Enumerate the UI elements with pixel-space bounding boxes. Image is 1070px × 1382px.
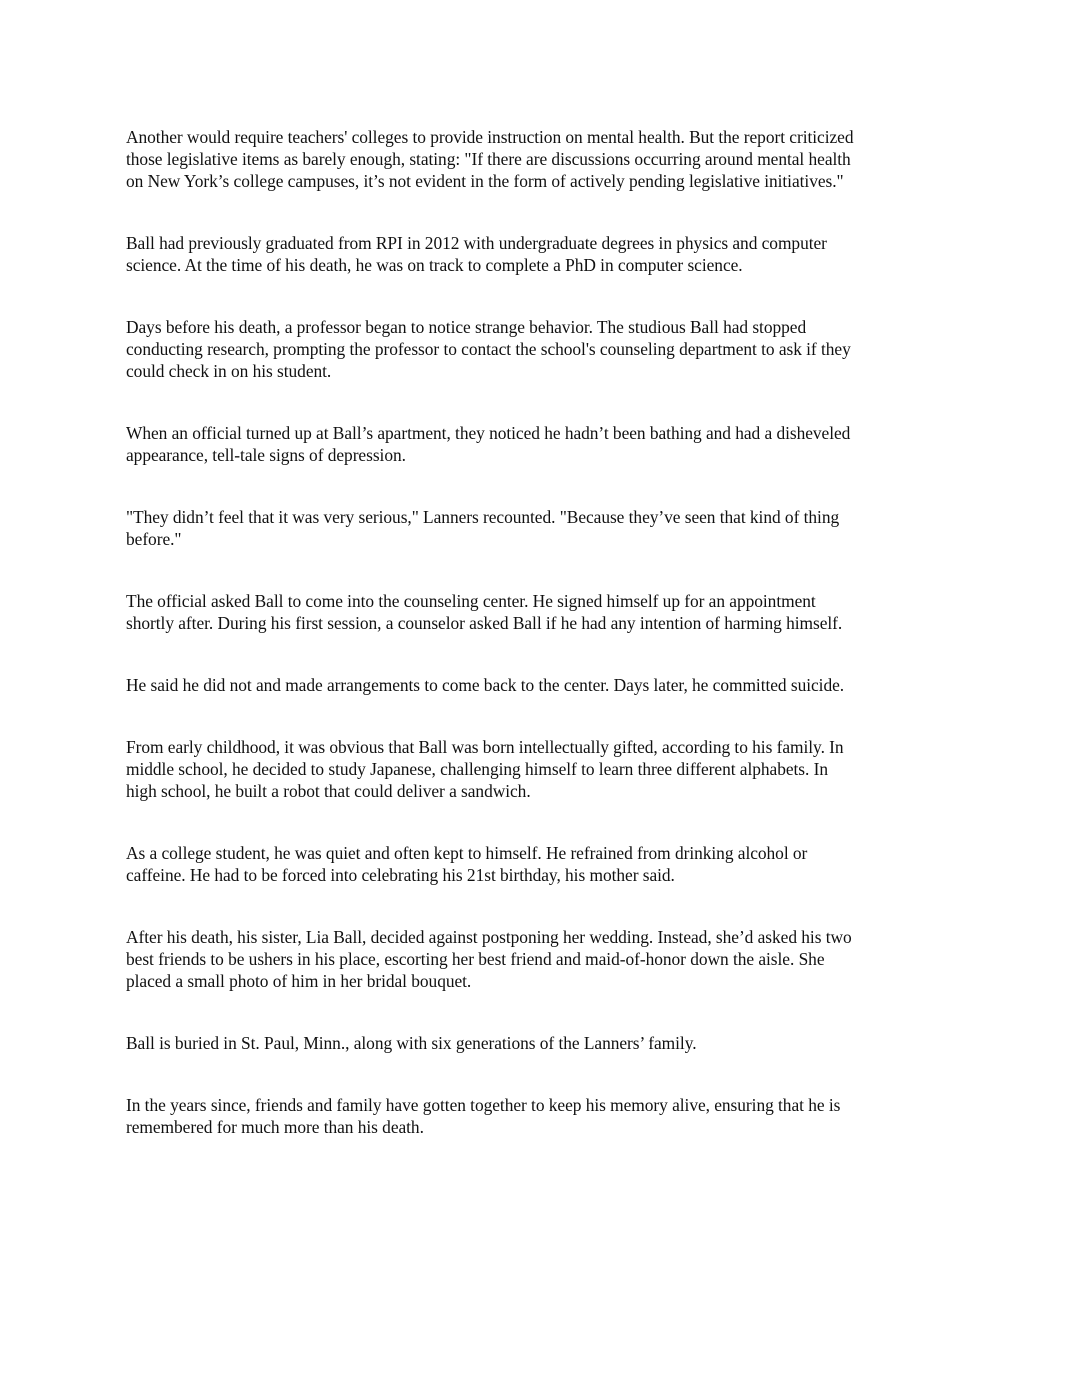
paragraph-sister-wedding: After his death, his sister, Lia Ball, decided against postponing her wedding. Instead, she’d asked his two best friends to be ushers in his place, escorting her best friend and maid-of-honor down the aisle. She placed a small photo of him in her bridal bouquet. — [126, 927, 852, 991]
article-body — [126, 126, 946, 1178]
paragraph-professor-notice: Days before his death, a professor began to notice strange behavior. The studious Ball had stopped conducting research, prompting the professor to contact the school's counseling department to ask if they could check in on his student. — [126, 317, 851, 381]
paragraph-burial: Ball is buried in St. Paul, Minn., along with six generations of the Lanners’ family. — [126, 1033, 697, 1053]
paragraph-days-later: He said he did not and made arrangements to come back to the center. Days later, he committed suicide. — [126, 675, 845, 695]
paragraph-college-student: As a college student, he was quiet and often kept to himself. He refrained from drinking alcohol or caffeine. He had to be forced into celebrating his 21st birthday, his mother said. — [126, 843, 808, 885]
paragraph-lanners-quote: "They didn’t feel that it was very serious," Lanners recounted. "Because they’ve seen that kind of thing before." — [126, 507, 840, 549]
paragraph-rpi-graduation: Ball had previously graduated from RPI in 2012 with undergraduate degrees in physics and computer science. At the time of his death, he was on track to complete a PhD in computer science. — [126, 233, 827, 275]
paragraph-mental-health-instruction: Another would require teachers' colleges to provide instruction on mental health. But the report criticized those legislative items as barely enough, stating: "If there are discussions occurring around mental health on New York’s college campuses, it’s not evident in the form of actively pending legislative initiatives." — [126, 127, 854, 191]
paragraph-counseling-session: The official asked Ball to come into the counseling center. He signed himself up for an appointment shortly after. During his first session, a counselor asked Ball if he had any intention of harming himself. — [126, 591, 843, 633]
paragraph-memory: In the years since, friends and family have gotten together to keep his memory alive, ensuring that he is remembered for much more than his death. — [126, 1095, 841, 1137]
paragraph-official-visit: When an official turned up at Ball’s apartment, they noticed he hadn’t been bathing and had a disheveled appearance, tell-tale signs of depression. — [126, 423, 851, 465]
paragraph-early-childhood: From early childhood, it was obvious that Ball was born intellectually gifted, according to his family. In middle school, he decided to study Japanese, challenging himself to learn three different alphabets. In high school, he built a robot that could deliver a sandwich. — [126, 737, 844, 801]
